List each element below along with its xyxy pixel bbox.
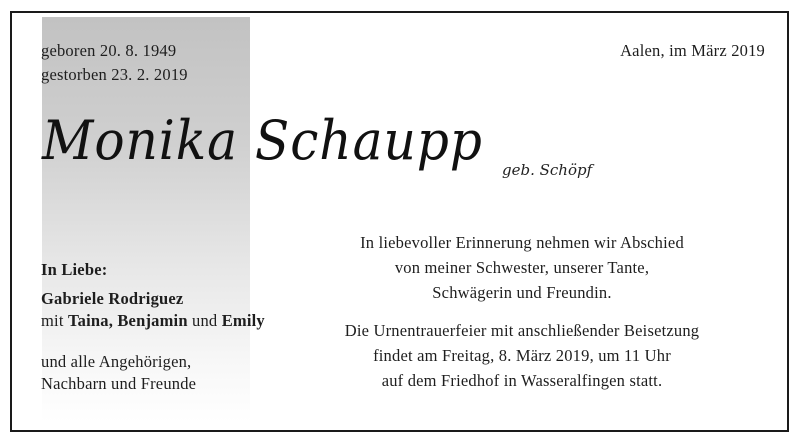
obituary-frame (10, 11, 789, 432)
birth-date: geboren 20. 8. 1949 (41, 41, 177, 60)
message-line: von meiner Schwester, unserer Tante, (394, 258, 650, 277)
place-and-date: Aalen, im März 2019 (620, 41, 765, 60)
children-names: Taina, Benjamin (67, 311, 188, 330)
farewell-message (312, 230, 732, 305)
others-line-2: Nachbarn und Freunde (41, 374, 197, 393)
and-word: und (192, 311, 218, 330)
message-line: Schwägerin und Freundin. (432, 283, 612, 302)
ceremony-line: auf dem Friedhof in Wasseralfingen statt. (381, 371, 663, 390)
with-word: mit (41, 311, 64, 330)
mourners-block (41, 259, 265, 395)
message-block (312, 230, 732, 393)
ceremony-line: Die Urnentrauerfeier mit anschließender Beisetzung (344, 321, 700, 340)
others-line-1: und alle Angehörigen, (41, 352, 192, 371)
ceremony-info (312, 318, 732, 393)
life-dates (41, 39, 188, 87)
deceased-name: Monika Schaupp (42, 109, 483, 172)
mourners-heading: In Liebe: (41, 260, 108, 279)
ceremony-line: findet am Freitag, 8. März 2019, um 11 Uhr (373, 346, 671, 365)
maiden-name: geb. Schöpf (502, 161, 593, 179)
last-child-name: Emily (221, 311, 265, 330)
mourner-children-line (41, 310, 265, 332)
message-line: In liebevoller Erinnerung nehmen wir Abschied (360, 233, 684, 252)
mourner-sister: Gabriele Rodriguez (41, 289, 184, 308)
death-date: gestorben 23. 2. 2019 (41, 65, 188, 84)
